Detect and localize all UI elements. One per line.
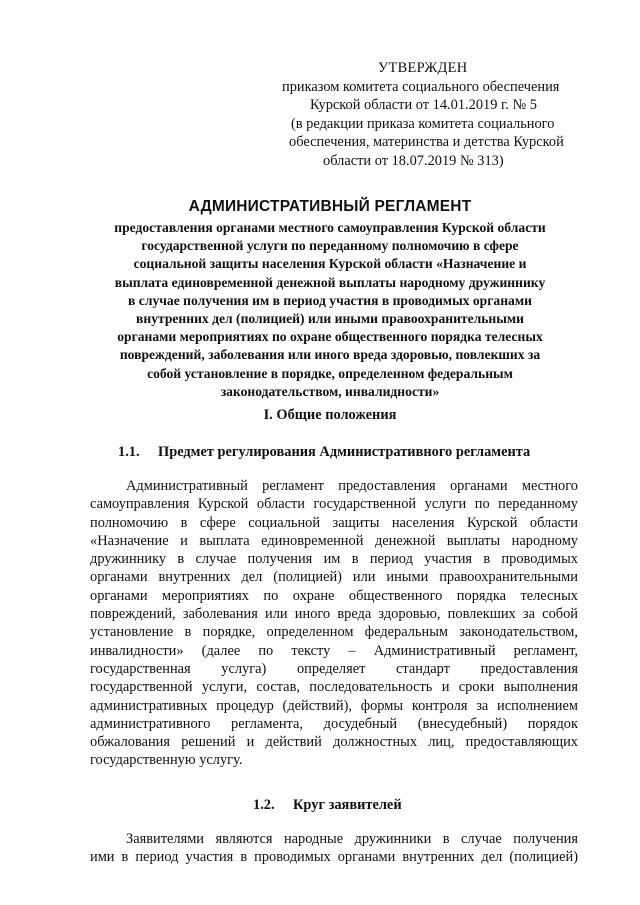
document-title: АДМИНИСТРАТИВНЫЙ РЕГЛАМЕНТ <box>188 198 472 215</box>
subtitle-line: в случае получения им в период участия в проводимых органами <box>128 292 532 308</box>
approval-line: Курской области от 14.01.2019 г. № 5 <box>310 97 537 114</box>
subsection-number: 1.1. <box>118 444 140 460</box>
paragraph-line: государственной услуги, состав, последовательность и сроки выполнения <box>90 679 578 696</box>
document-subtitle <box>70 219 590 401</box>
paragraph-line: административного регламента, досудебный (внесудебный) порядок <box>90 715 578 732</box>
paragraph-applicants <box>90 830 578 867</box>
subsection-heading <box>253 797 402 814</box>
paragraph-line: инвалидности» (далее по тексту – Административный регламент, <box>90 642 578 659</box>
paragraph-line: полномочию в сфере социальной защиты населения Курской области <box>90 514 578 531</box>
approval-line: обеспечения, материнства и детства Курской <box>289 134 564 151</box>
subtitle-line: выплата единовременной денежной выплаты народному дружиннику <box>114 274 546 290</box>
approval-line: приказом комитета социального обеспечения <box>282 78 560 95</box>
approval-stamp <box>282 59 582 171</box>
paragraph-line: государственную услугу. <box>90 752 243 769</box>
approval-line: (в редакции приказа комитета социального <box>291 115 555 132</box>
approval-line: УТВЕРЖДЕН <box>378 60 468 76</box>
approval-line: области от 18.07.2019 № 313) <box>323 152 504 169</box>
section-heading: I. Общие положения <box>263 407 397 423</box>
paragraph-line: дружиннику в случае получения им в период участия в проводимых <box>90 551 578 568</box>
paragraph-line: самоуправления Курской области государственной услуги по переданному <box>90 496 578 513</box>
paragraph-line: Административный регламент предоставления органами местного <box>126 478 578 494</box>
paragraph-line: государственная услуга) определяет стандарт предоставления <box>90 660 578 677</box>
subtitle-line: государственной услуги по переданному полномочию в сфере <box>141 238 519 254</box>
paragraph-line: органами внутренних дел (полицией) или иными правоохранительными <box>90 569 578 586</box>
subtitle-line: органами мероприятиях по охране общественного порядка телесных <box>117 329 543 345</box>
subtitle-line: социальной защиты населения Курской области «Назначение и <box>133 256 527 272</box>
paragraph-line: Заявителями являются народные дружинники в случае получения <box>126 831 578 847</box>
paragraph-line: «Назначение и выплата единовременной денежной выплаты народному <box>90 532 578 549</box>
subtitle-line: повреждений, заболевания или иного вреда здоровью, повлекших за <box>119 347 541 363</box>
subsection-number: 1.2. <box>253 797 275 813</box>
paragraph-line: органами мероприятиях по охране общественного порядка телесных <box>90 587 578 604</box>
paragraph-line: ими в период участия в проводимых органами внутренних дел (полицией) <box>90 849 578 866</box>
subtitle-line: законодательством, инвалидности» <box>220 383 440 399</box>
paragraph-line: административных процедур (действий), формы контроля за исполнением <box>90 697 578 714</box>
subsection-heading <box>118 444 530 461</box>
paragraph-subject <box>90 477 578 770</box>
subtitle-line: предоставления органами местного самоуправления Курской области <box>114 220 546 235</box>
paragraph-line: повреждений, заболевания или иного вреда здоровью, повлекших за собой <box>90 606 578 623</box>
subsection-title: Предмет регулирования Административного регламента <box>158 444 531 460</box>
paragraph-line: установление в порядке, определенном федеральным законодательством, <box>90 624 578 641</box>
subtitle-line: внутренних дел (полицией) или иными правоохранительными <box>136 311 524 327</box>
subsection-title: Круг заявителей <box>293 797 402 813</box>
subtitle-line: собой установление в порядке, определенном федеральным <box>147 365 513 381</box>
paragraph-line: обжалования решений и действий должностных лиц, предоставляющих <box>90 734 578 751</box>
